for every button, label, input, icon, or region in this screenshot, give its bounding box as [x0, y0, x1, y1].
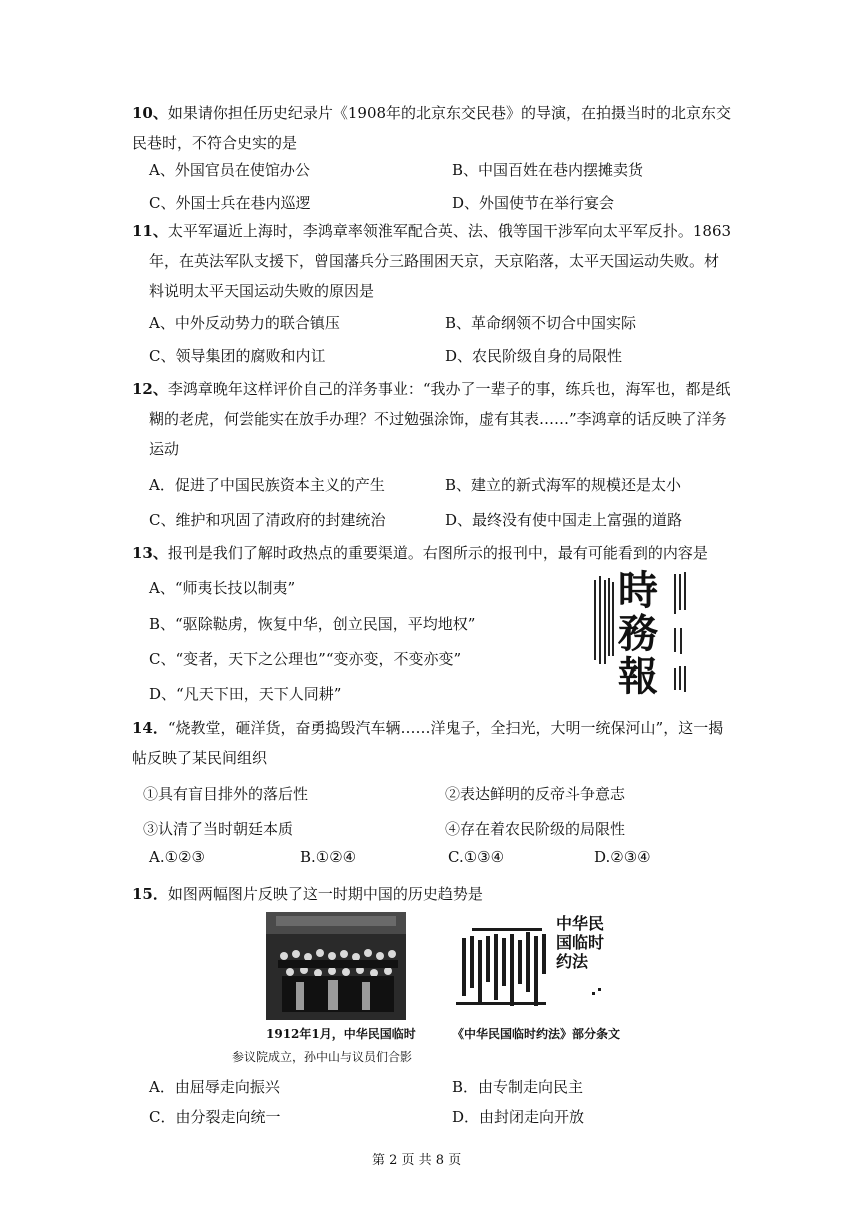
constitution-title: 中华民国临时约法 — [556, 914, 605, 971]
newspaper-image — [590, 567, 702, 700]
q14-stem-2: 帖反映了某民间组织 — [132, 749, 268, 767]
q15-option-a: A．由屈辱走向振兴 — [149, 1078, 280, 1096]
constitution-image — [452, 912, 612, 1016]
q12-stem-1: 李鸿章晚年这样评价自己的洋务事业：“我办了一辈子的事，练兵也，海军也，都是纸 — [167, 380, 731, 398]
q13-stem-1: 报刊是我们了解时政热点的重要渠道。右图所示的报刊中，最有可能看到的内容是 — [167, 544, 708, 562]
q11-stem-3: 料说明太平天国运动失败的原因是 — [149, 282, 375, 300]
q13-number: 13、 — [132, 544, 168, 562]
q15-option-c: C．由分裂走向统一 — [149, 1108, 281, 1126]
q14-line1 — [132, 718, 723, 738]
q11-number: 11、 — [132, 222, 168, 240]
q12-option-b: B、建立的新式海军的规模还是太小 — [445, 476, 682, 494]
constitution-caption: 《中华民国临时约法》部分条文 — [452, 1027, 621, 1041]
q10-number: 10、 — [132, 104, 168, 122]
q14-statement-4: ④存在着农民阶级的局限性 — [445, 820, 626, 838]
q14-stem-1: “烧教堂，砸洋货，奋勇捣毁汽车辆……洋鬼子，全扫光，大明一统保河山”，这一揭 — [167, 719, 724, 737]
q11-stem-1: 太平军逼近上海时，李鸿章率领淮军配合英、法、俄等国干涉军向太平军反扑。1863 — [167, 222, 732, 240]
newspaper-char-1: 時 — [618, 567, 658, 614]
q11-option-c: C、领导集团的腐败和内讧 — [149, 347, 326, 365]
q12-line1 — [132, 379, 731, 399]
q14-number: 14． — [132, 719, 168, 737]
page-footer: 第 2 页 共 8 页 — [372, 1153, 462, 1168]
q15-stem-1: 如图两幅图片反映了这一时期中国的历史趋势是 — [167, 885, 483, 903]
senate-photo-svg — [266, 912, 406, 1020]
q10-stem-1: 如果请你担任历史纪录片《1908年的北京东交民巷》的导演，在拍摄当时的北京东交 — [167, 104, 732, 122]
q10-option-b: B、中国百姓在巷内摆摊卖货 — [452, 161, 644, 179]
q13-option-a: A、“师夷长技以制夷” — [149, 579, 296, 597]
q10-stem-2: 民巷时，不符合史实的是 — [132, 134, 298, 152]
q11-line1 — [132, 221, 731, 241]
q11-option-d: D、农民阶级自身的局限性 — [445, 347, 623, 365]
q10-option-d: D、外国使节在举行宴会 — [452, 194, 615, 212]
newspaper-char-2: 務 — [618, 610, 658, 657]
q10-line1 — [132, 103, 731, 123]
q12-option-c: C、维护和巩固了清政府的封建统治 — [149, 511, 386, 529]
q15-option-d: D．由封闭走向开放 — [452, 1108, 585, 1126]
q14-option-c: C.①③④ — [448, 848, 505, 866]
senate-photo — [266, 912, 406, 1020]
senate-caption-1: 1912年1月，中华民国临时 — [266, 1027, 416, 1041]
q11-stem-2: 年，在英法军队支援下，曾国藩兵分三路围困天京，天京陷落，太平天国运动失败。材 — [149, 252, 720, 270]
q12-stem-3: 运动 — [149, 440, 180, 458]
q13-option-c: C、“变者，天下之公理也”“变亦变，不变亦变” — [149, 650, 462, 668]
senate-caption-2: 参议院成立，孙中山与议员们合影 — [232, 1050, 413, 1064]
q12-option-a: A．促进了中国民族资本主义的产生 — [149, 476, 385, 494]
q15-line1 — [132, 884, 483, 904]
q15-number: 15． — [132, 885, 168, 903]
q15-option-b: B．由专制走向民主 — [452, 1078, 584, 1096]
q14-option-d: D.②③④ — [594, 848, 651, 866]
q14-option-b: B.①②④ — [300, 848, 357, 866]
q12-stem-2: 糊的老虎，何尝能实在放手办理？不过勉强涂饰，虚有其表……”李鸿章的话反映了洋务 — [149, 410, 727, 428]
q12-option-d: D、最终没有使中国走上富强的道路 — [445, 511, 683, 529]
q13-line1 — [132, 543, 708, 563]
q12-number: 12、 — [132, 380, 168, 398]
q14-option-a: A.①②③ — [149, 848, 205, 866]
q13-option-d: D、“凡天下田，天下人同耕” — [149, 685, 342, 703]
q14-statement-3: ③认清了当时朝廷本质 — [143, 820, 294, 838]
q11-option-b: B、革命纲领不切合中国实际 — [445, 314, 637, 332]
q11-option-a: A、中外反动势力的联合镇压 — [149, 314, 340, 332]
q14-statement-2: ②表达鲜明的反帝斗争意志 — [445, 785, 626, 803]
q14-statement-1: ①具有盲目排外的落后性 — [143, 785, 309, 803]
newspaper-char-3: 報 — [618, 653, 658, 700]
q13-option-b: B、“驱除鞑虏，恢复中华，创立民国，平均地权” — [149, 615, 476, 633]
q10-option-c: C、外国士兵在巷内巡逻 — [149, 194, 311, 212]
q10-option-a: A、外国官员在使馆办公 — [149, 161, 310, 179]
